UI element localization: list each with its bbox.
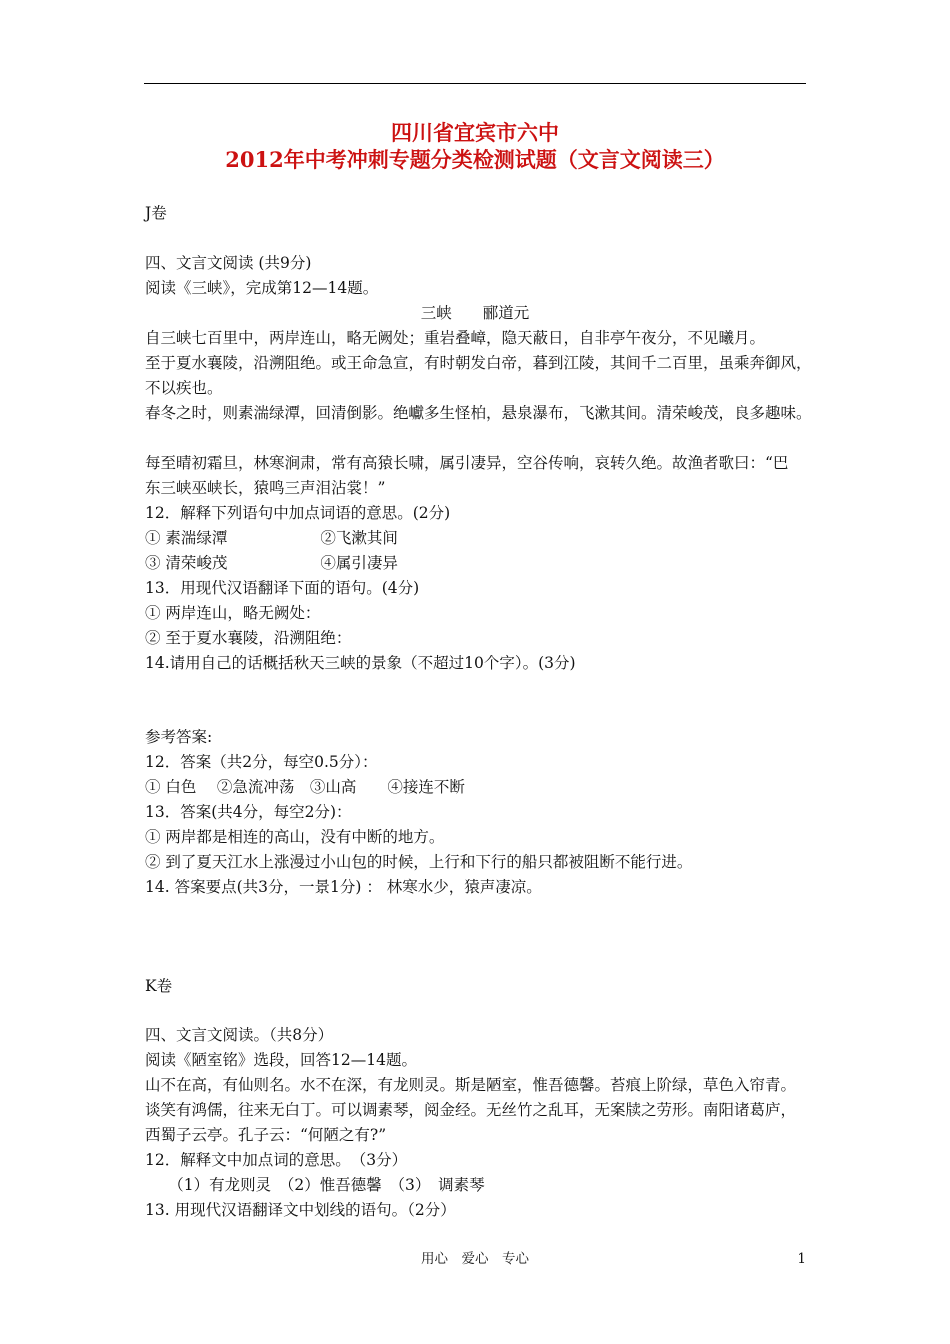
answers-heading: 参考答案: bbox=[145, 728, 213, 746]
document-title-line1: 四川省宜宾市六中 bbox=[391, 120, 559, 145]
question-line: 13．用现代汉语翻译下面的语句。(4分) bbox=[145, 579, 420, 597]
answer-line: 14. 答案要点(共3分，一景1分) ： 林寒水少，猿声凄凉。 bbox=[145, 878, 542, 896]
question-line: ① 两岸连山，略无阙处： bbox=[145, 604, 321, 622]
section-k-instruction: 阅读《陋室铭》选段，回答12—14题。 bbox=[145, 1051, 417, 1069]
question-line: （1）有龙则灵 （2）惟吾德馨 （3） 调素琴 bbox=[145, 1176, 485, 1194]
question-line: 12．解释下列语句中加点词语的意思。(2分) bbox=[145, 504, 451, 522]
question-line: ③ 清荣峻茂 ④属引凄异 bbox=[145, 554, 398, 572]
document-title-line2: 2012年中考冲刺专题分类检测试题（文言文阅读三） bbox=[225, 147, 725, 172]
answer-line: ② 到了夏天江水上涨漫过小山包的时候，上行和下行的船只都被阻断不能行进。 bbox=[145, 853, 693, 871]
question-line: 12．解释文中加点词的意思。 （3分） bbox=[145, 1151, 408, 1169]
section-j-label: J卷 bbox=[145, 204, 167, 222]
question-line: ② 至于夏水襄陵，沿溯阻绝： bbox=[145, 629, 352, 647]
answer-line: 13．答案(共4分，每空2分)： bbox=[145, 803, 352, 821]
question-line: 13. 用现代汉语翻译文中划线的语句。（2分） bbox=[145, 1201, 456, 1219]
passage-line: 西蜀子云亭。孔子云：“何陋之有?” bbox=[145, 1126, 387, 1144]
passage-line: 山不在高，有仙则名。水不在深，有龙则灵。斯是陋室，惟吾德馨。苔痕上阶绿，草色入帘青。 bbox=[145, 1076, 797, 1094]
answer-line: ① 两岸都是相连的高山，没有中断的地方。 bbox=[145, 828, 445, 846]
answer-line: 12．答案（共2分，每空0.5分）： bbox=[145, 753, 378, 771]
section-j-heading: 四、文言文阅读 (共9分) bbox=[145, 254, 312, 272]
footer-motto: 用心 爱心 专心 bbox=[421, 1251, 529, 1267]
passage-line: 春冬之时，则素湍绿潭，回清倒影。绝巘多生怪柏，悬泉瀑布，飞漱其间。清荣峻茂，良多趣味。 bbox=[145, 404, 812, 422]
passage-line: 每至晴初霜旦，林寒涧肃，常有高猿长啸，属引凄异，空谷传响，哀转久绝。故渔者歌曰：“巴 bbox=[145, 454, 789, 472]
passage-line: 谈笑有鸿儒，往来无白丁。可以调素琴，阅金经。无丝竹之乱耳，无案牍之劳形。南阳诸葛庐， bbox=[145, 1101, 797, 1119]
page-number: 1 bbox=[797, 1251, 806, 1267]
header-rule bbox=[144, 83, 806, 84]
question-line: 14.请用自己的话概括秋天三峡的景象（不超过10个字）。(3分) bbox=[145, 654, 576, 672]
passage-line: 东三峡巫峡长，猿鸣三声泪沾裳！” bbox=[145, 479, 386, 497]
passage-line: 至于夏水襄陵，沿溯阻绝。或王命急宣，有时朝发白帝，暮到江陵，其间千二百里，虽乘奔御风， bbox=[145, 354, 812, 372]
section-k-heading: 四、文言文阅读。（共8分） bbox=[145, 1026, 334, 1044]
section-j-instruction: 阅读《三峡》，完成第12—14题。 bbox=[145, 279, 379, 297]
passage-line: 不以疾也。 bbox=[145, 379, 223, 397]
question-line: ① 素湍绿潭 ②飞漱其间 bbox=[145, 529, 398, 547]
answer-line: ① 白色 ②急流冲荡 ③山高 ④接连不断 bbox=[145, 778, 465, 796]
passage-line: 自三峡七百里中，两岸连山，略无阙处；重岩叠嶂，隐天蔽日，自非亭午夜分，不见曦月。 bbox=[145, 329, 766, 347]
section-k-label: K卷 bbox=[145, 977, 173, 995]
passage-title: 三峡 郦道元 bbox=[420, 304, 530, 322]
